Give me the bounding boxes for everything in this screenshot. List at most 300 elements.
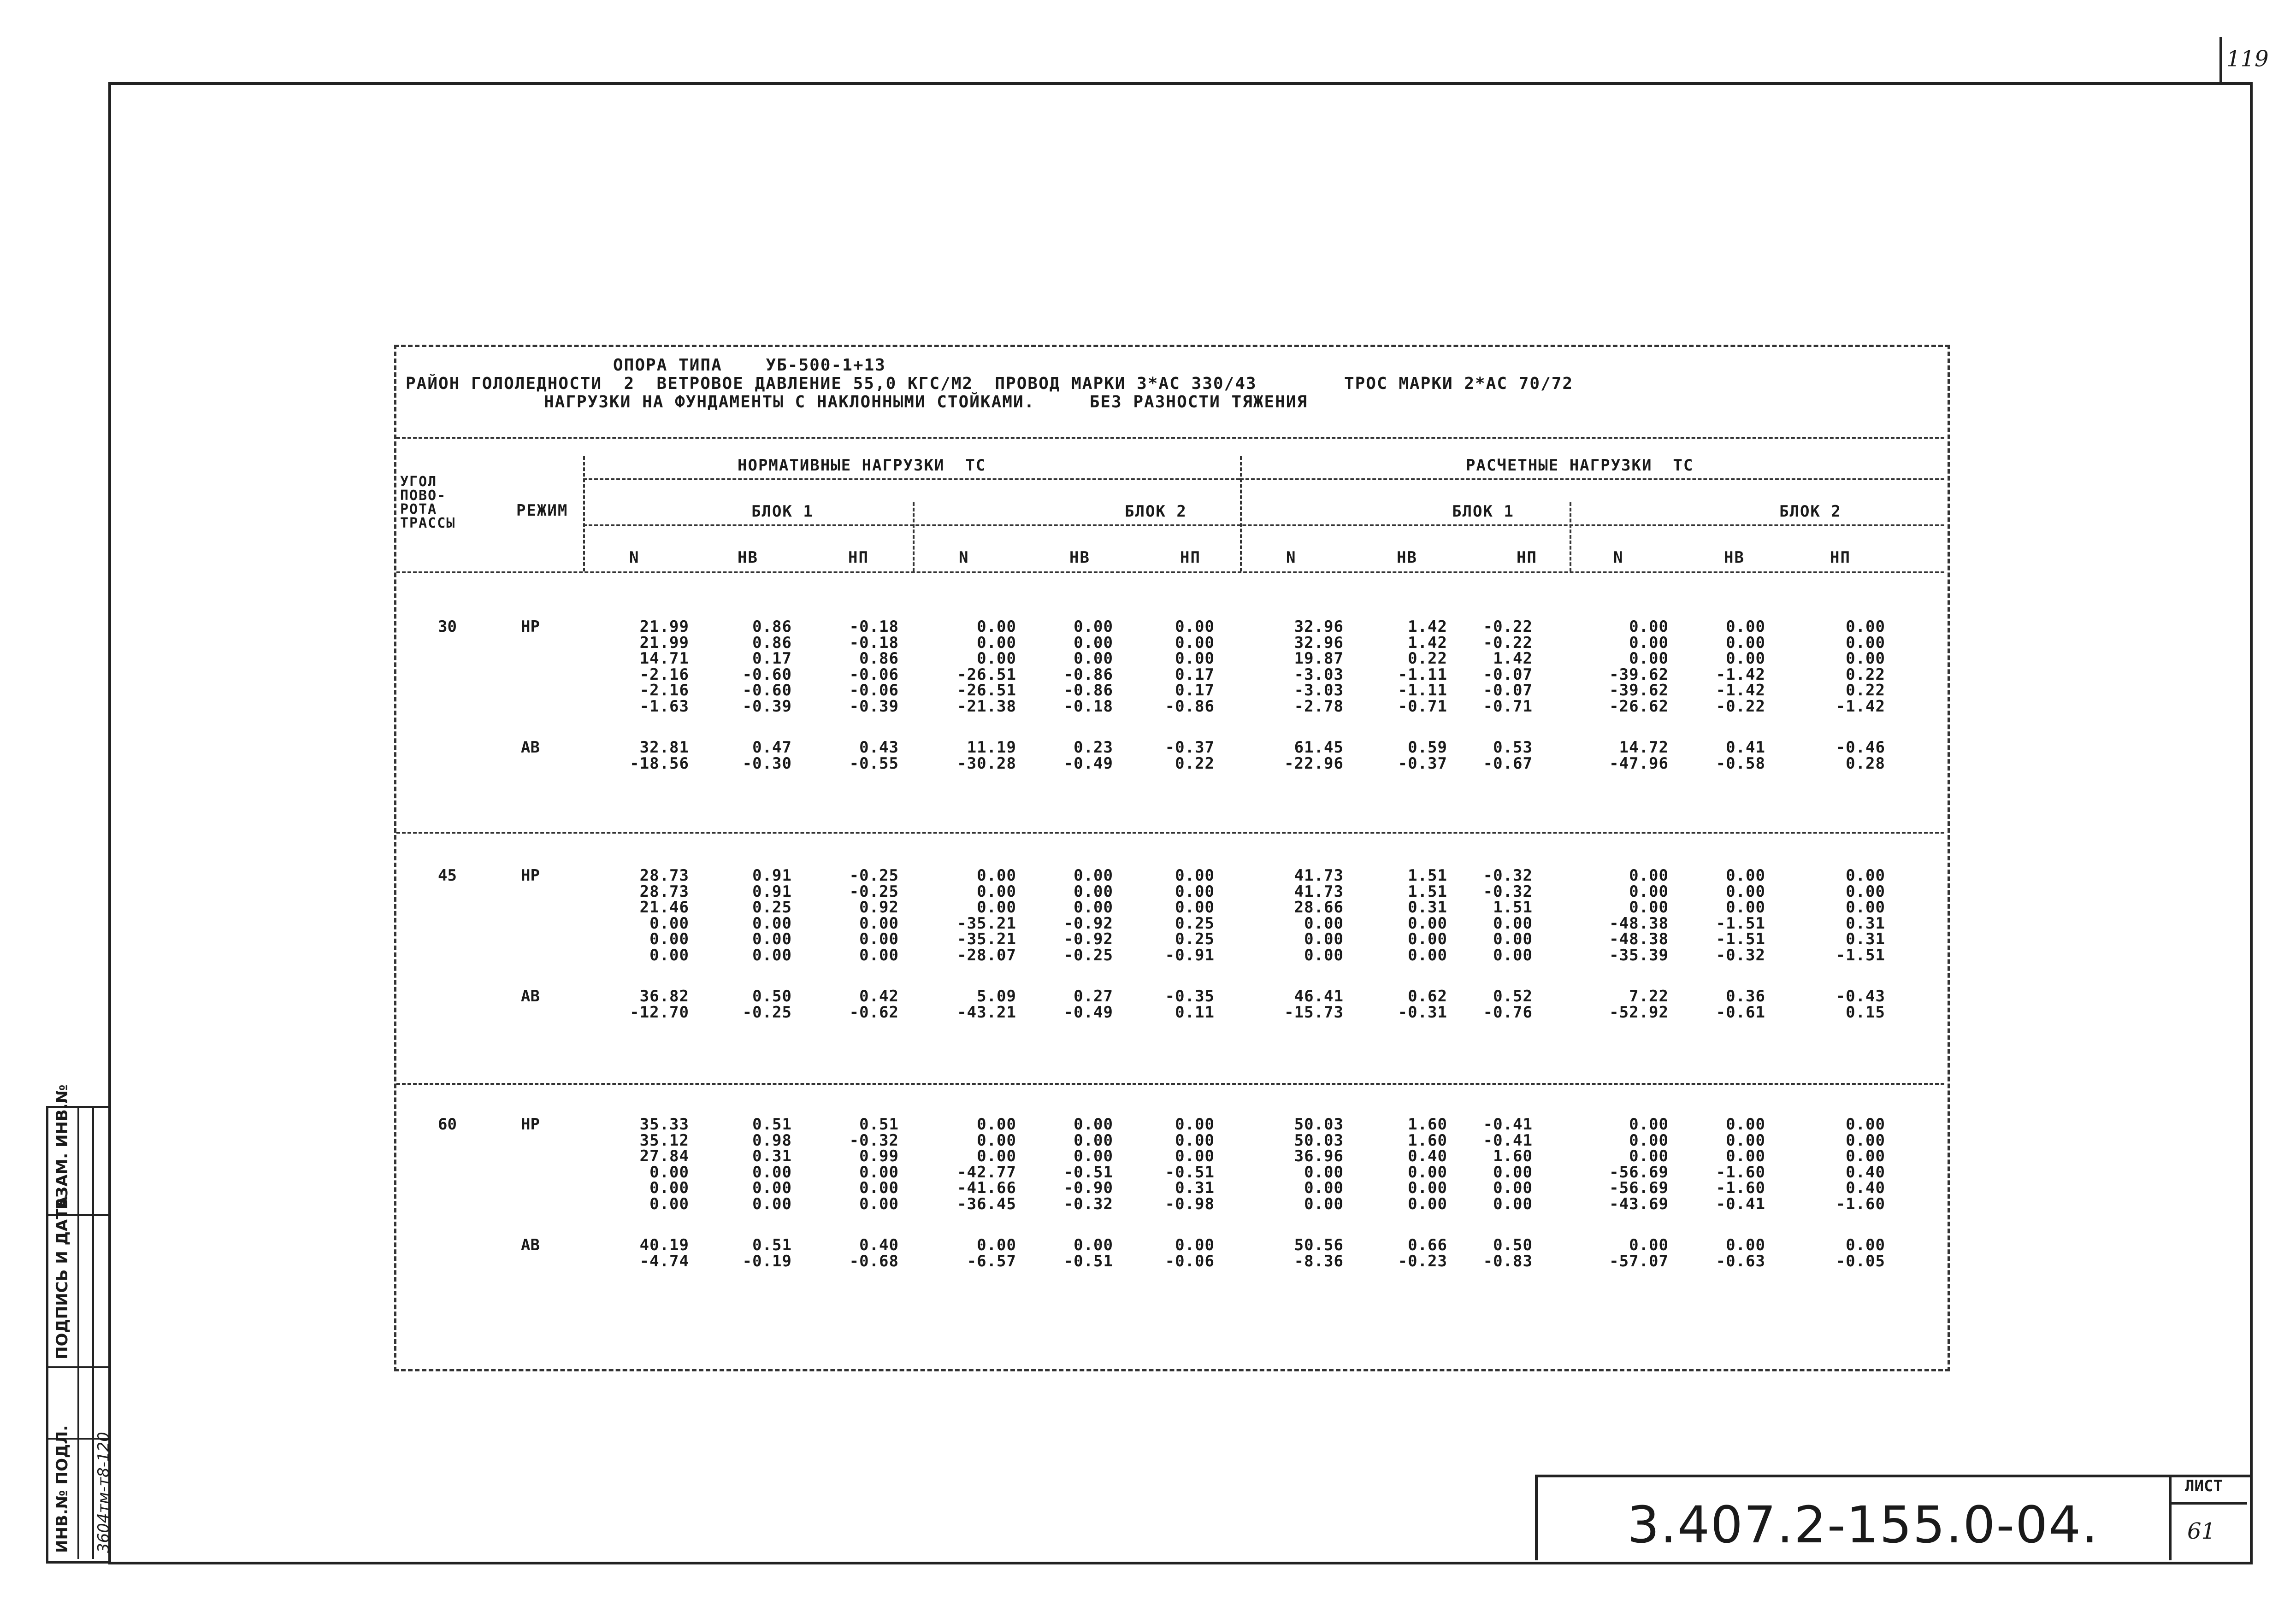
corner-page-number: 119 xyxy=(2226,46,2269,72)
table-cell: 0.00 xyxy=(1304,1194,1344,1213)
table-cell: 0.00 xyxy=(1846,649,1885,668)
table-cell: -3.03 xyxy=(1294,681,1344,700)
table-cell: -0.61 xyxy=(1716,1003,1765,1022)
column-header-hп: HП xyxy=(1180,548,1201,567)
table-cell: 0.00 xyxy=(859,914,899,933)
table-cell: 0.91 xyxy=(752,866,792,885)
table-cell: 0.00 xyxy=(1846,1115,1885,1134)
table-cell: -1.11 xyxy=(1398,665,1447,684)
table-cell: 0.00 xyxy=(1846,1147,1885,1165)
table-cell: 28.66 xyxy=(1294,898,1344,917)
table-cell: -39.62 xyxy=(1609,681,1669,700)
table-cell: -0.43 xyxy=(1836,987,1885,1005)
table-title-line-1: ОПОРА ТИПА УБ-500-1+13 xyxy=(613,356,886,375)
table-cell: -0.18 xyxy=(849,633,899,652)
table-cell: 28.73 xyxy=(639,866,689,885)
table-cell: 0.86 xyxy=(752,617,792,636)
table-cell: 0.62 xyxy=(1408,987,1447,1005)
mode-value: АВ xyxy=(521,738,540,757)
table-cell: 0.00 xyxy=(1074,633,1113,652)
table-cell: -48.38 xyxy=(1609,930,1669,948)
table-cell: -26.62 xyxy=(1609,697,1669,716)
block2-normative-header: БЛОК 2 xyxy=(1125,502,1187,521)
table-cell: 0.00 xyxy=(1304,1163,1344,1182)
table-cell: -6.57 xyxy=(967,1252,1016,1270)
table-cell: 0.00 xyxy=(1629,1115,1669,1134)
table-cell: 0.00 xyxy=(1726,633,1765,652)
table-cell: 0.00 xyxy=(752,1194,792,1213)
table-cell: -0.22 xyxy=(1483,617,1533,636)
table-cell: 50.03 xyxy=(1294,1131,1344,1150)
column-header-hb: HB xyxy=(738,548,758,567)
table-cell: 0.11 xyxy=(1175,1003,1215,1022)
column-header-n: N xyxy=(1286,548,1297,567)
table-cell: 0.41 xyxy=(1726,738,1765,757)
table-cell: 0.00 xyxy=(1726,882,1765,901)
table-cell: 0.00 xyxy=(1493,946,1533,964)
table-cell: 0.00 xyxy=(977,866,1016,885)
table-cell: 0.00 xyxy=(752,1163,792,1182)
table-cell: 0.00 xyxy=(1846,633,1885,652)
table-cell: 0.31 xyxy=(1408,898,1447,917)
column-header-hb: HB xyxy=(1397,548,1417,567)
table-cell: 0.86 xyxy=(752,633,792,652)
table-cell: -0.71 xyxy=(1483,697,1533,716)
table-cell: -0.49 xyxy=(1063,1003,1113,1022)
table-cell: 0.00 xyxy=(1726,866,1765,885)
side-stamp-signature-date: ПОДПИСЬ И ДАТА xyxy=(53,1196,71,1359)
loads-table xyxy=(394,345,1950,1371)
table-cell: -0.07 xyxy=(1483,665,1533,684)
table-cell: 0.00 xyxy=(977,1147,1016,1165)
table-cell: -30.28 xyxy=(957,754,1016,773)
table-cell: 0.00 xyxy=(1175,882,1215,901)
table-cell: -0.18 xyxy=(1063,697,1113,716)
table-cell: 0.00 xyxy=(1175,1115,1215,1134)
angle-value: 60 xyxy=(438,1115,457,1134)
table-cell: 0.00 xyxy=(1408,930,1447,948)
table-cell: -1.60 xyxy=(1836,1194,1885,1213)
table-cell: -39.62 xyxy=(1609,665,1669,684)
sheet-number: 61 xyxy=(2187,1518,2216,1544)
table-cell: -0.32 xyxy=(1483,882,1533,901)
table-cell: 0.00 xyxy=(1726,898,1765,917)
table-cell: -52.92 xyxy=(1609,1003,1669,1022)
table-cell: 32.96 xyxy=(1294,617,1344,636)
table-cell: 0.00 xyxy=(1175,866,1215,885)
table-cell: -0.49 xyxy=(1063,754,1113,773)
table-cell: -1.42 xyxy=(1716,681,1765,700)
table-cell: -57.07 xyxy=(1609,1252,1669,1270)
table-cell: -35.39 xyxy=(1609,946,1669,964)
table-cell: 0.00 xyxy=(1175,633,1215,652)
table-cell: 0.00 xyxy=(977,633,1016,652)
table-cell: 0.25 xyxy=(1175,914,1215,933)
header-rule xyxy=(396,437,1944,439)
table-cell: -1.60 xyxy=(1716,1163,1765,1182)
table-cell: 0.00 xyxy=(649,1194,689,1213)
document-code: 3.407.2-155.0-04. xyxy=(1627,1495,2099,1554)
table-cell: -36.45 xyxy=(957,1194,1016,1213)
table-cell: 0.53 xyxy=(1493,738,1533,757)
group-separator xyxy=(396,1083,1944,1085)
table-cell: 0.17 xyxy=(752,649,792,668)
table-cell: 0.00 xyxy=(1726,617,1765,636)
table-cell: 0.91 xyxy=(752,882,792,901)
table-cell: 0.40 xyxy=(1846,1179,1885,1197)
table-cell: -15.73 xyxy=(1284,1003,1344,1022)
table-cell: 0.22 xyxy=(1175,754,1215,773)
table-cell: 46.41 xyxy=(1294,987,1344,1005)
table-cell: -0.32 xyxy=(1483,866,1533,885)
table-cell: 0.40 xyxy=(1408,1147,1447,1165)
table-cell: -12.70 xyxy=(630,1003,689,1022)
table-cell: -0.60 xyxy=(742,681,792,700)
table-cell: -1.42 xyxy=(1836,697,1885,716)
table-cell: 0.00 xyxy=(1074,1147,1113,1165)
table-cell: 0.00 xyxy=(1074,1131,1113,1150)
table-cell: -1.11 xyxy=(1398,681,1447,700)
corner-mark xyxy=(2219,37,2222,83)
table-cell: 0.00 xyxy=(1175,898,1215,917)
table-cell: 27.84 xyxy=(639,1147,689,1165)
table-cell: -0.86 xyxy=(1063,665,1113,684)
table-cell: 0.00 xyxy=(977,1131,1016,1150)
table-cell: -0.37 xyxy=(1165,738,1215,757)
header-rule xyxy=(1240,478,1944,480)
table-cell: -0.41 xyxy=(1716,1194,1765,1213)
table-cell: 41.73 xyxy=(1294,882,1344,901)
table-cell: -0.32 xyxy=(1063,1194,1113,1213)
table-cell: 0.00 xyxy=(1629,633,1669,652)
table-cell: 0.00 xyxy=(1493,1163,1533,1182)
table-cell: 1.60 xyxy=(1408,1115,1447,1134)
table-cell: 0.17 xyxy=(1175,681,1215,700)
header-rule xyxy=(583,524,1944,526)
table-cell: 0.00 xyxy=(649,1179,689,1197)
table-cell: -4.74 xyxy=(639,1252,689,1270)
table-cell: -0.55 xyxy=(849,754,899,773)
table-cell: -2.78 xyxy=(1294,697,1344,716)
table-cell: 0.00 xyxy=(1493,914,1533,933)
table-cell: 0.00 xyxy=(1726,1147,1765,1165)
table-cell: 0.22 xyxy=(1846,665,1885,684)
table-cell: 0.00 xyxy=(1175,649,1215,668)
table-cell: -0.19 xyxy=(742,1252,792,1270)
table-cell: -43.21 xyxy=(957,1003,1016,1022)
table-cell: 0.28 xyxy=(1846,754,1885,773)
table-cell: -0.05 xyxy=(1836,1252,1885,1270)
block1-design-header: БЛОК 1 xyxy=(1452,502,1514,521)
table-cell: 19.87 xyxy=(1294,649,1344,668)
table-cell: 0.31 xyxy=(1846,914,1885,933)
table-cell: 36.96 xyxy=(1294,1147,1344,1165)
table-cell: 0.00 xyxy=(1175,1131,1215,1150)
table-cell: 0.27 xyxy=(1074,987,1113,1005)
table-cell: 0.00 xyxy=(1408,914,1447,933)
table-cell: 0.40 xyxy=(859,1236,899,1254)
table-cell: 50.03 xyxy=(1294,1115,1344,1134)
mode-value: АВ xyxy=(521,987,540,1005)
table-cell: 0.00 xyxy=(1846,882,1885,901)
mode-value: НР xyxy=(521,617,540,636)
table-cell: -1.60 xyxy=(1716,1179,1765,1197)
table-cell: 21.46 xyxy=(639,898,689,917)
table-cell: 0.00 xyxy=(649,1163,689,1182)
angle-header: ТРАССЫ xyxy=(400,515,456,531)
table-cell: 0.00 xyxy=(1074,1115,1113,1134)
column-header-hb: HB xyxy=(1069,548,1090,567)
header-rule xyxy=(396,571,1944,573)
table-cell: 0.22 xyxy=(1846,681,1885,700)
table-cell: 0.00 xyxy=(1629,1236,1669,1254)
table-cell: 32.81 xyxy=(639,738,689,757)
table-cell: -35.21 xyxy=(957,930,1016,948)
table-cell: 0.00 xyxy=(859,1163,899,1182)
column-header-n: N xyxy=(1613,548,1624,567)
table-cell: -0.39 xyxy=(849,697,899,716)
table-cell: -0.71 xyxy=(1398,697,1447,716)
table-cell: 0.00 xyxy=(1629,1131,1669,1150)
table-cell: 0.00 xyxy=(1846,1131,1885,1150)
table-cell: 0.51 xyxy=(859,1115,899,1134)
table-cell: 0.00 xyxy=(752,914,792,933)
table-cell: 35.12 xyxy=(639,1131,689,1150)
table-cell: 0.00 xyxy=(1726,1236,1765,1254)
table-cell: -0.98 xyxy=(1165,1194,1215,1213)
table-cell: 0.66 xyxy=(1408,1236,1447,1254)
column-header-n: N xyxy=(629,548,640,567)
table-cell: 0.00 xyxy=(1074,882,1113,901)
table-cell: -47.96 xyxy=(1609,754,1669,773)
table-cell: 0.00 xyxy=(859,946,899,964)
table-cell: 1.51 xyxy=(1408,882,1447,901)
table-cell: 0.50 xyxy=(1493,1236,1533,1254)
side-stamp-divider xyxy=(77,1106,79,1559)
table-cell: -0.32 xyxy=(849,1131,899,1150)
table-cell: 0.00 xyxy=(859,1194,899,1213)
table-cell: -21.38 xyxy=(957,697,1016,716)
table-cell: 0.59 xyxy=(1408,738,1447,757)
table-cell: 36.82 xyxy=(639,987,689,1005)
table-cell: 11.19 xyxy=(967,738,1016,757)
table-cell: 0.51 xyxy=(752,1115,792,1134)
table-cell: 21.99 xyxy=(639,633,689,652)
table-cell: 0.00 xyxy=(649,914,689,933)
table-cell: 0.17 xyxy=(1175,665,1215,684)
table-cell: 0.31 xyxy=(1846,930,1885,948)
table-cell: -48.38 xyxy=(1609,914,1669,933)
table-cell: 0.00 xyxy=(1846,1236,1885,1254)
table-cell: -26.51 xyxy=(957,681,1016,700)
table-cell: 0.00 xyxy=(1629,617,1669,636)
table-cell: 0.98 xyxy=(752,1131,792,1150)
table-cell: 0.00 xyxy=(752,946,792,964)
table-cell: 0.00 xyxy=(1493,930,1533,948)
table-cell: 0.00 xyxy=(752,1179,792,1197)
mode-value: НР xyxy=(521,1115,540,1134)
table-cell: -0.31 xyxy=(1398,1003,1447,1022)
table-cell: 0.43 xyxy=(859,738,899,757)
angle-value: 45 xyxy=(438,866,457,885)
table-cell: -0.86 xyxy=(1165,697,1215,716)
table-cell: 0.92 xyxy=(859,898,899,917)
table-cell: -0.39 xyxy=(742,697,792,716)
table-cell: -41.66 xyxy=(957,1179,1016,1197)
table-cell: -0.25 xyxy=(849,882,899,901)
design-header: РАСЧЕТНЫЕ НАГРУЗКИ ТС xyxy=(1466,456,1694,475)
table-cell: -1.42 xyxy=(1716,665,1765,684)
table-cell: -0.23 xyxy=(1398,1252,1447,1270)
table-cell: 0.00 xyxy=(1408,1179,1447,1197)
column-header-n: N xyxy=(959,548,969,567)
table-cell: 0.23 xyxy=(1074,738,1113,757)
table-cell: -2.16 xyxy=(639,665,689,684)
table-title-line-2: РАЙОН ГОЛОЛЕДНОСТИ 2 ВЕТРОВОЕ ДАВЛЕНИЕ 55,0 КГС/М2 ПРОВОД МАРКИ 3*АС 330/43 ТРОС МАРКИ 2*АС 70/72 xyxy=(406,374,1574,393)
table-cell: -18.56 xyxy=(630,754,689,773)
table-cell: 0.22 xyxy=(1408,649,1447,668)
header-divider xyxy=(1570,502,1571,571)
table-cell: 0.00 xyxy=(977,617,1016,636)
table-cell: 0.00 xyxy=(1846,866,1885,885)
table-cell: 0.00 xyxy=(1846,898,1885,917)
table-cell: 0.31 xyxy=(752,1147,792,1165)
table-cell: -1.51 xyxy=(1716,914,1765,933)
table-cell: -26.51 xyxy=(957,665,1016,684)
table-cell: -0.41 xyxy=(1483,1115,1533,1134)
table-cell: -0.51 xyxy=(1063,1163,1113,1182)
table-cell: 50.56 xyxy=(1294,1236,1344,1254)
table-cell: 0.00 xyxy=(1493,1194,1533,1213)
mode-value: НР xyxy=(521,866,540,885)
table-cell: -0.25 xyxy=(1063,946,1113,964)
block2-design-header: БЛОК 2 xyxy=(1779,502,1842,521)
table-cell: -0.32 xyxy=(1716,946,1765,964)
side-stamp-vzam-inv: ВЗАМ. ИНВ.№ xyxy=(53,1084,71,1210)
header-divider xyxy=(583,456,585,571)
table-cell: 1.60 xyxy=(1493,1147,1533,1165)
table-cell: 1.60 xyxy=(1408,1131,1447,1150)
table-cell: 1.42 xyxy=(1408,633,1447,652)
table-cell: 0.00 xyxy=(1726,649,1765,668)
table-cell: 0.00 xyxy=(1304,914,1344,933)
table-cell: 0.00 xyxy=(1304,930,1344,948)
table-cell: 0.00 xyxy=(1408,946,1447,964)
table-cell: -0.63 xyxy=(1716,1252,1765,1270)
table-cell: 41.73 xyxy=(1294,866,1344,885)
table-cell: -0.51 xyxy=(1063,1252,1113,1270)
header-divider xyxy=(913,502,915,571)
table-cell: -0.06 xyxy=(849,665,899,684)
table-cell: -1.63 xyxy=(639,697,689,716)
side-stamp-divider xyxy=(92,1106,94,1559)
table-cell: -0.83 xyxy=(1483,1252,1533,1270)
table-title-line-3: НАГРУЗКИ НА ФУНДАМЕНТЫ С НАКЛОННЫМИ СТОЙКАМИ. БЕЗ РАЗНОСТИ ТЯЖЕНИЯ xyxy=(544,393,1308,412)
table-cell: 0.00 xyxy=(1629,649,1669,668)
table-cell: 28.73 xyxy=(639,882,689,901)
table-cell: 1.42 xyxy=(1493,649,1533,668)
side-stamp-inv-podl: ИНВ.№ ПОДЛ. xyxy=(53,1425,71,1553)
table-cell: 5.09 xyxy=(977,987,1016,1005)
table-cell: -0.92 xyxy=(1063,914,1113,933)
table-cell: 0.00 xyxy=(1493,1179,1533,1197)
table-cell: 0.40 xyxy=(1846,1163,1885,1182)
table-cell: -0.86 xyxy=(1063,681,1113,700)
table-cell: 61.45 xyxy=(1294,738,1344,757)
table-cell: 0.36 xyxy=(1726,987,1765,1005)
table-cell: -0.07 xyxy=(1483,681,1533,700)
table-cell: 0.00 xyxy=(1304,946,1344,964)
table-cell: 0.42 xyxy=(859,987,899,1005)
table-cell: -0.91 xyxy=(1165,946,1215,964)
table-cell: 0.15 xyxy=(1846,1003,1885,1022)
table-cell: 0.00 xyxy=(752,930,792,948)
table-cell: 0.00 xyxy=(649,946,689,964)
table-cell: 0.47 xyxy=(752,738,792,757)
table-cell: -0.62 xyxy=(849,1003,899,1022)
table-cell: -0.46 xyxy=(1836,738,1885,757)
table-cell: 14.72 xyxy=(1619,738,1669,757)
table-cell: 0.00 xyxy=(1074,649,1113,668)
table-cell: -0.37 xyxy=(1398,754,1447,773)
table-cell: -56.69 xyxy=(1609,1179,1669,1197)
header-divider xyxy=(1240,456,1242,571)
table-cell: 0.00 xyxy=(859,930,899,948)
angle-value: 30 xyxy=(438,617,457,636)
column-header-hb: HB xyxy=(1724,548,1745,567)
group-separator xyxy=(396,832,1944,834)
table-cell: 7.22 xyxy=(1629,987,1669,1005)
table-cell: -0.67 xyxy=(1483,754,1533,773)
table-cell: 0.00 xyxy=(1629,866,1669,885)
side-stamp-inv-value: 3604тм-т8-120 xyxy=(94,1432,113,1553)
table-cell: -0.06 xyxy=(849,681,899,700)
column-header-hп: HП xyxy=(1517,548,1537,567)
table-cell: -2.16 xyxy=(639,681,689,700)
table-cell: 0.31 xyxy=(1175,1179,1215,1197)
angle-header: УГОЛ xyxy=(400,474,437,490)
column-header-hп: HП xyxy=(1830,548,1851,567)
table-cell: -35.21 xyxy=(957,914,1016,933)
table-cell: 0.25 xyxy=(1175,930,1215,948)
table-cell: -43.69 xyxy=(1609,1194,1669,1213)
table-cell: 0.00 xyxy=(977,1236,1016,1254)
table-cell: 0.00 xyxy=(977,882,1016,901)
table-cell: 1.51 xyxy=(1493,898,1533,917)
table-cell: -0.68 xyxy=(849,1252,899,1270)
table-cell: 1.42 xyxy=(1408,617,1447,636)
table-cell: 0.86 xyxy=(859,649,899,668)
table-cell: 0.00 xyxy=(1846,617,1885,636)
normative-header: НОРМАТИВНЫЕ НАГРУЗКИ ТС xyxy=(738,456,986,475)
table-cell: 0.00 xyxy=(1408,1194,1447,1213)
table-cell: 1.51 xyxy=(1408,866,1447,885)
table-cell: 0.00 xyxy=(1175,1147,1215,1165)
table-cell: 0.50 xyxy=(752,987,792,1005)
side-stamp-row-divider xyxy=(46,1366,108,1368)
table-cell: 0.00 xyxy=(977,649,1016,668)
table-cell: 0.00 xyxy=(1175,1236,1215,1254)
sheet-label: ЛИСТ xyxy=(2185,1477,2223,1495)
table-cell: 0.99 xyxy=(859,1147,899,1165)
table-cell: 0.00 xyxy=(649,930,689,948)
table-cell: 0.00 xyxy=(1726,1115,1765,1134)
table-cell: 0.00 xyxy=(859,1179,899,1197)
table-cell: -0.41 xyxy=(1483,1131,1533,1150)
table-cell: 0.00 xyxy=(1304,1179,1344,1197)
block1-normative-header: БЛОК 1 xyxy=(751,502,814,521)
table-cell: -0.18 xyxy=(849,617,899,636)
